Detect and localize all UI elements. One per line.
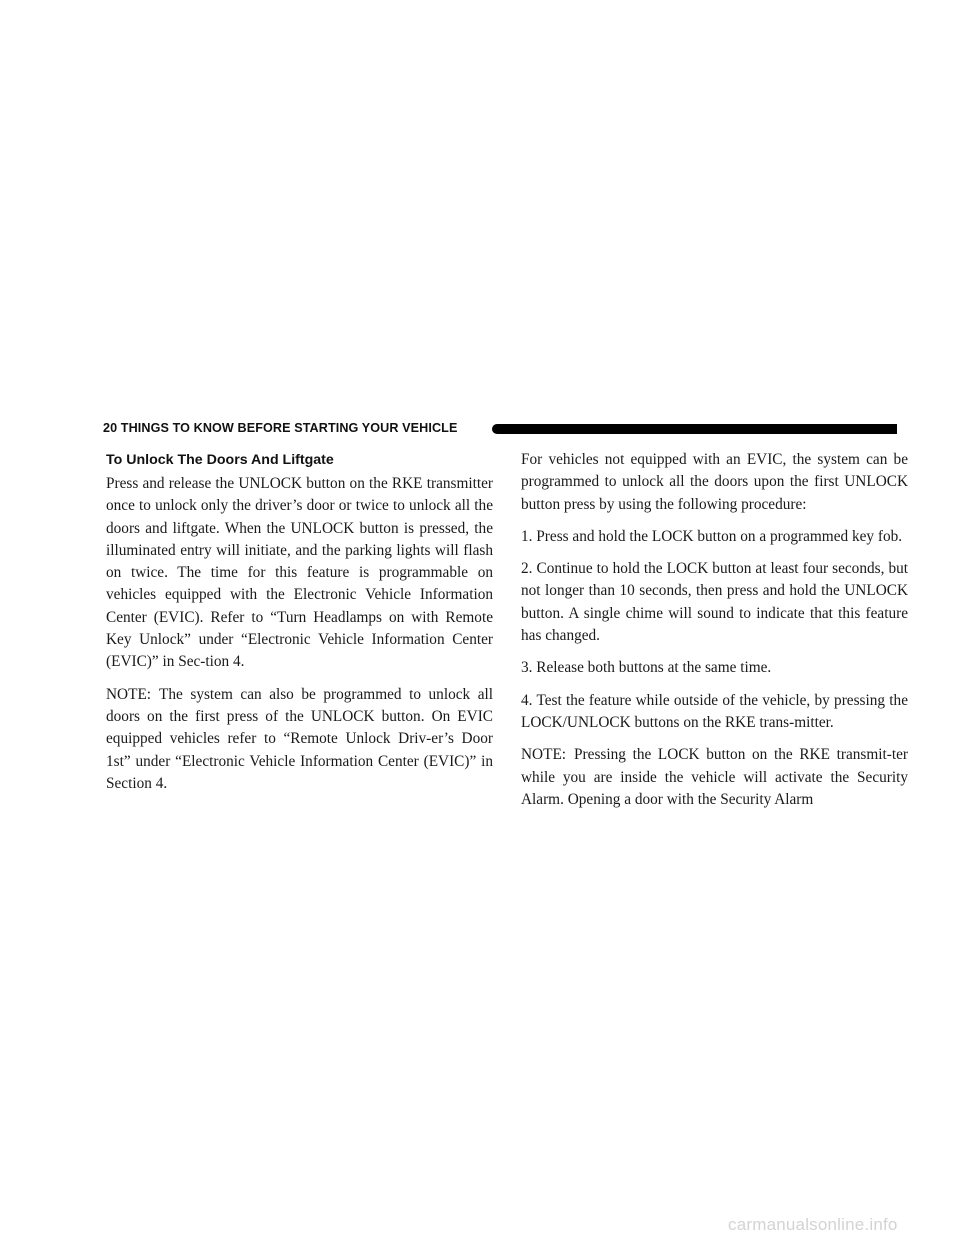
procedure-step-4: 4. Test the feature while outside of the vehicle, by pressing the LOCK/UNLOCK buttons on the RKE trans-mitter. bbox=[521, 691, 908, 731]
procedure-step-2: 2. Continue to hold the LOCK button at least four seconds, but not longer than 10 seconds, then press and hold the UNLOCK button. A single chime will sound to indicate that this feature has changed. bbox=[521, 560, 908, 645]
unlock-paragraph: Press and release the UNLOCK button on the RKE transmitter once to unlock only the driver’s door or twice to unlock all the doors and liftgate. When the UNLOCK button is pressed, the illuminated entry will initiate, and the parking lights will flash on twice. The time for this feature is programmable on vehicles equipped with the Electronic Vehicle Information Center (EVIC). Refer to “Turn Headlamps on with Remote Key Unlock” under “Electronic Vehicle Information Center (EVIC)” in Sec-tion 4. bbox=[106, 475, 493, 671]
header-rule-bar bbox=[492, 424, 897, 434]
note-text: The system can also be programmed to unlock all doors on the first press of the UNLOCK button. On EVIC equipped vehicles refer to “Remote Unlock Driv-er’s Door 1st” under “Electronic Vehicle Information Center (EVIC)” in Section 4. bbox=[106, 685, 493, 792]
procedure-step-3: 3. Release both buttons at the same time. bbox=[521, 659, 772, 677]
right-column bbox=[521, 449, 908, 811]
page-number-title: 20 THINGS TO KNOW BEFORE STARTING YOUR VEHICLE bbox=[103, 421, 458, 435]
note-label: NOTE: bbox=[521, 746, 567, 764]
note-paragraph-left bbox=[106, 684, 493, 795]
procedure-step-1: 1. Press and hold the LOCK button on a programmed key fob. bbox=[521, 527, 903, 545]
page-header bbox=[103, 419, 897, 439]
section-heading: To Unlock The Doors And Liftgate bbox=[106, 452, 334, 468]
note-paragraph-right bbox=[521, 744, 908, 811]
note-text: Pressing the LOCK button on the RKE transmit-ter while you are inside the vehicle will activate the Security Alarm. Opening a door with the Security Alarm bbox=[521, 746, 908, 808]
left-column bbox=[106, 449, 493, 805]
procedure-intro: For vehicles not equipped with an EVIC, the system can be programmed to unlock all the doors upon the first UNLOCK button press by using the following procedure: bbox=[521, 451, 908, 513]
note-label: NOTE: bbox=[106, 685, 152, 703]
watermark-logo: carmanualsonline.info bbox=[728, 1215, 898, 1234]
